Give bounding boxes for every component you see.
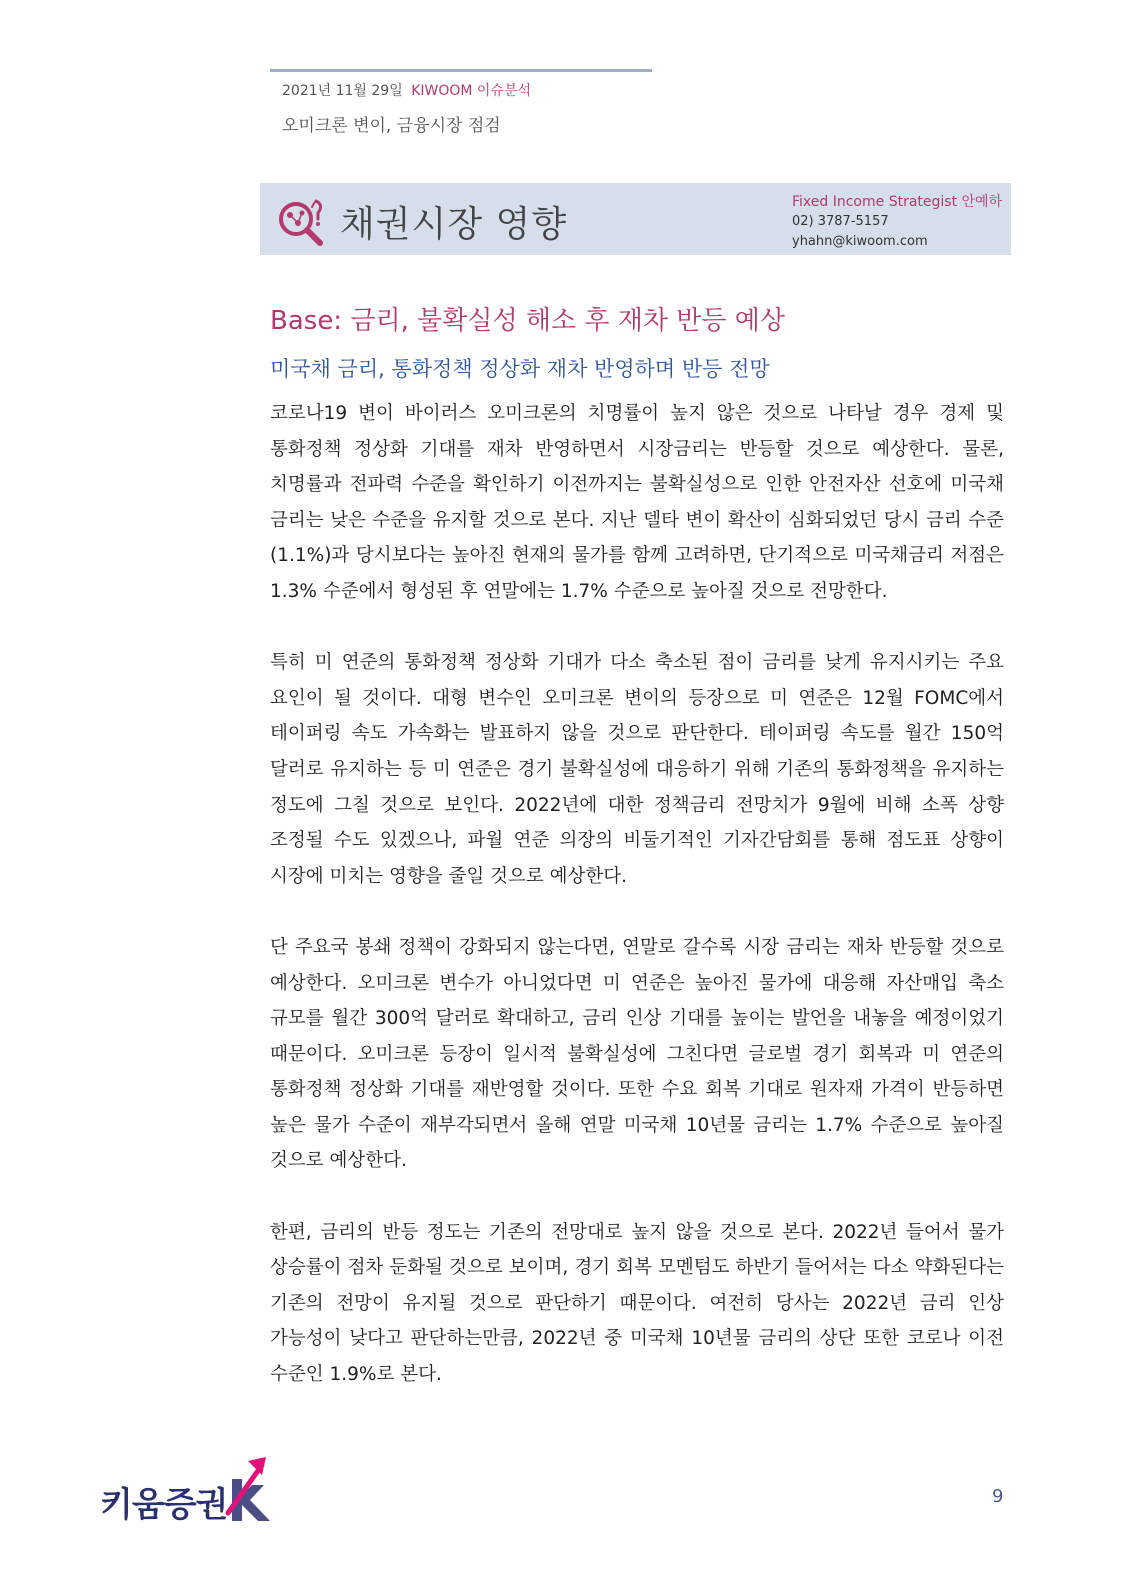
article-subheadline: 미국채 금리, 통화정책 정상화 재차 반영하며 반등 전망	[270, 357, 770, 381]
body-paragraph: 특히 미 연준의 통화정책 정상화 기대가 다소 축소된 점이 금리를 낮게 유지시키는 주요 요인이 될 것이다. 대형 변수인 오미크론 변이의 등장으로 미 연준은 12월 FOMC에서 테이퍼링 속도 가속화는 발표하지 않을 것으로 판단한다. 테이퍼링 속도를 월간 150억 달러로 유지하는 등 미 연준은 경기 불확실성에 대응하기 위해 기존의 통화정책을 유지하는 정도에 그칠 것으로 보인다. 2022년에 대한 정책금리 전망치가 9월에 비해 소폭 상향 조정될 수도 있겠으나, 파월 연준 의장의 비둘기적인 기자간담회를 통해 점도표 상향이 시장에 미치는 영향을 줄일 것으로 예상한다.	[270, 652, 1004, 887]
page-number: 9	[992, 1486, 1004, 1507]
logo-text: 키움증권	[100, 1485, 228, 1525]
header-rule	[270, 69, 652, 72]
magnifier-analysis-icon	[272, 193, 332, 249]
article-headline: Base: 금리, 불확실성 해소 후 재차 반등 예상	[270, 306, 785, 336]
report-subtitle: 오미크론 변이, 금융시장 점검	[282, 116, 501, 136]
author-block	[792, 192, 1002, 252]
section-title: 채권시장 영향	[340, 204, 568, 245]
author-email[interactable]: yhahn@kiwoom.com	[792, 234, 928, 249]
body-paragraph: 단 주요국 봉쇄 정책이 강화되지 않는다면, 연말로 갈수록 시장 금리는 재차 반등할 것으로 예상한다. 오미크론 변수가 아니었다면 미 연준은 높아진 물가에 대응해 자산매입 축소 규모를 월간 300억 달러로 확대하고, 금리 인상 기대를 높이는 발언을 내놓을 예정이었기 때문이다. 오미크론 등장이 일시적 불확실성에 그친다면 글로벌 경기 회복과 미 연준의 통화정책 정상화 기대를 재반영할 것이다. 또한 수요 회복 기대로 원자재 가격이 반등하면 높은 물가 수준이 재부각되면서 올해 연말 미국채 10년물 금리는 1.7% 수준으로 높아질 것으로 예상한다.	[270, 936, 1004, 1172]
article-body	[270, 396, 1004, 1428]
report-date: 2021년 11월 29일	[282, 83, 403, 99]
section-banner	[260, 183, 1011, 255]
author-role: Fixed Income Strategist 안예하	[792, 194, 1003, 210]
author-phone: 02) 3787-5157	[792, 214, 889, 229]
body-paragraph: 코로나19 변이 바이러스 오미크론의 치명률이 높지 않은 것으로 나타날 경우 경제 및 통화정책 정상화 기대를 재차 반영하면서 시장금리는 반등할 것으로 예상한다. 물론, 치명률과 전파력 수준을 확인하기 이전까지는 불확실성으로 인한 안전자산 선호에 미국채 금리는 낮은 수준을 유지할 것으로 본다. 지난 델타 변이 확산이 심화되었던 당시 금리 수준(1.1%)과 당시보다는 높아진 현재의 물가를 함께 고려하면, 단기적으로 미국채금리 저점은 1.3% 수준에서 형성된 후 연말에는 1.7% 수준으로 높아질 것으로 전망한다.	[270, 403, 1004, 602]
body-paragraph: 한편, 금리의 반등 정도는 기존의 전망대로 높지 않을 것으로 본다. 2022년 들어서 물가 상승률이 점차 둔화될 것으로 보이며, 경기 회복 모멘텀도 하반기 들어서는 다소 약화된다는 기존의 전망이 유지될 것으로 판단하기 때문이다. 여전히 당사는 2022년 금리 인상 가능성이 낮다고 판단하는만큼, 2022년 중 미국채 10년물 금리의 상단 또한 코로나 이전 수준인 1.9%로 본다.	[270, 1221, 1004, 1386]
report-brand: KIWOOM 이슈분석	[411, 83, 532, 99]
report-meta	[282, 80, 531, 100]
company-logo	[100, 1455, 270, 1525]
